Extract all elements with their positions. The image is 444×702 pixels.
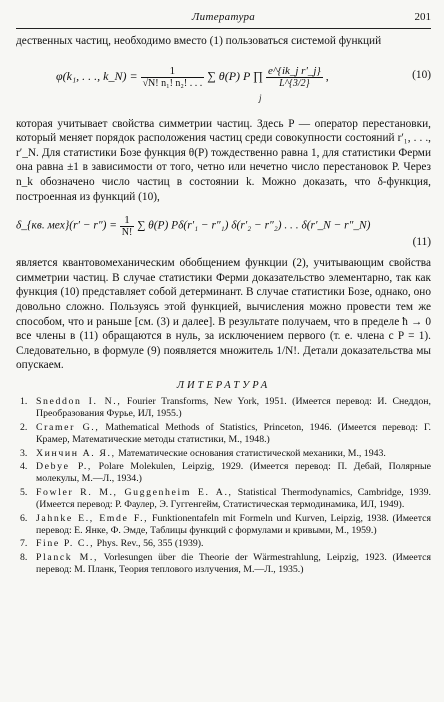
- reference-text: Phys. Rev., 56, 355 (1939).: [94, 538, 204, 550]
- running-header: [16, 10, 431, 29]
- reference-item: 1. Sneddon I. N., Fourier Transforms, New York, 1951. (Имеется перевод: И. Снеддон, Преобразования Фурье, ИЛ, 1955.): [20, 395, 431, 420]
- reference-item: 8. Planck M., Vorlesungen über die Theorie der Wärmestrahlung, Leipzig, 1923. (Имеется перевод: М. Планк, Теория теплового излучения, М.—Л., 1935.): [20, 551, 431, 576]
- references-list: [16, 396, 431, 577]
- page-number: 201: [414, 11, 431, 23]
- eq10-lhs: φ(k₁, . . ., k_N) =: [56, 68, 138, 83]
- eq10-exp-fraction: [266, 65, 323, 89]
- reference-text: Funktionentafeln mit Formeln und Kurven, Leipzig, 1938. (Имеется перевод: Е. Янке, Ф. Эмде, Таблицы функций с формулами и кривыми, М., 1959.): [36, 512, 432, 536]
- reference-text: Mathematical Methods of Statistics, Princeton, 1946. (Имеется перевод: Г. Крамер, Математические методы статистики, М., 1948.): [36, 421, 431, 446]
- reference-author: Jahnke E., Emde F.,: [36, 512, 149, 524]
- paragraph-2: которая учитывает свойства симметрии частиц. Здесь P — оператор перестановки, который меняет порядок расположения частиц среди совокупности состояний r′₁, . . ., r′_N. Для статистики Бозе функция θ(P) тождественно равна 1, для статистики Ферми она равна ±1 в зависимости от того, четно или нечетно число перестановок P. Через n_k обозначено число частиц в состоянии k. Можно доказать, что δ-функция, построенная из функций (10),: [16, 117, 431, 203]
- eq10-exp-bottom: L^{3/2}: [279, 77, 310, 89]
- reference-text: Polare Molekulen, Leipzig, 1929. (Имеется перевод: П. Дебай, Полярные молекулы, М.—Л., 1934.): [36, 460, 431, 485]
- reference-author: Cramer G.,: [36, 421, 100, 433]
- reference-author: Fine P. C.,: [36, 538, 95, 550]
- paragraph-3: является квантовомеханическим обобщением функции (2), учитывающим свойства симметрии частиц. В случае статистики Ферми доказательство элементарно, так как функция (10) представляет собой детерминант. В случае статистики Бозе, однако, оно довольно сложно. Пользуясь этой функцией, вычисления можно провести тем же способом, что и раньше [см. (3) и далее]. В результате получаем, что в пределе ħ → 0 все члены в (11) обращаются в нуль, за исключением первого (т. е. члена с P = 1). Следовательно, в формуле (9) появляется множитель 1/N!. Детали доказательства мы опускаем.: [16, 257, 431, 372]
- reference-author: Fowler R. M., Guggenheim E. A.,: [36, 486, 233, 498]
- eq10-numerator: 1: [141, 65, 205, 78]
- reference-text: Fourier Transforms, New York, 1951. (Имеется перевод: И. Снеддон, Преобразования Фурье, ИЛ, 1955.): [36, 395, 431, 420]
- equation-11: [16, 210, 431, 250]
- reference-author: Planck M.,: [36, 551, 99, 563]
- reference-author: Debye P.,: [36, 460, 92, 472]
- eq11-frac-top: 1: [120, 214, 135, 227]
- eq11-lhs: δ_{кв. мех}(r′ − r″) =: [16, 219, 117, 232]
- eq11-fraction: [120, 214, 135, 238]
- reference-item: 2. Cramer G., Mathematical Methods of Statistics, Princeton, 1946. (Имеется перевод: Г. Крамер, Математические методы статистики, М., 1948.): [20, 421, 431, 446]
- running-title: Литература: [191, 11, 256, 23]
- eq10-exp-top: e^{ik_j r'_j}: [268, 64, 321, 77]
- references-title: ЛИТЕРАТУРА: [176, 379, 271, 391]
- eq11-number: (11): [412, 236, 431, 249]
- reference-item: 3. Хинчин А. Я., Математические основания статистической механики, М., 1943.: [20, 447, 386, 459]
- reference-text: Statistical Thermodynamics, Cambridge, 1939. (Имеется перевод: Р. Фаулер, Э. Гуггенгейм, Статистическая термодинамика, ИЛ, 1949).: [36, 486, 431, 511]
- reference-author: Хинчин А. Я.,: [36, 447, 116, 459]
- eq10-number: (10): [412, 68, 431, 81]
- reference-item: 7. Fine P. C., Phys. Rev., 56, 355 (1939).: [20, 538, 204, 550]
- eq10-fraction: [141, 65, 205, 89]
- eq10-product-index: j: [259, 92, 262, 103]
- eq10-comma: ,: [325, 68, 329, 83]
- reference-item: 4. Debye P., Polare Molekulen, Leipzig, 1929. (Имеется перевод: П. Дебай, Полярные молекулы, М.—Л., 1934.): [20, 460, 431, 485]
- eq11-rhs: ∑ θ(P) Pδ(r′₁ − r″₁) δ(r′₂ − r″₂) . . . δ(r′_N − r″_N): [137, 219, 371, 232]
- eq11-frac-bottom: N!: [121, 227, 133, 239]
- reference-author: Sneddon I. N.,: [36, 395, 122, 407]
- paragraph-1: дественных частиц, необходимо вместо (1) пользоваться системой функций: [16, 35, 382, 47]
- reference-item: 5. Fowler R. M., Guggenheim E. A., Statistical Thermodynamics, Cambridge, 1939. (Имеется перевод: Р. Фаулер, Э. Гуггенгейм, Статистическая термодинамика, ИЛ, 1949).: [20, 486, 431, 511]
- reference-text: Vorlesungen über die Theorie der Wärmestrahlung, Leipzig, 1923. (Имеется перевод: М. Планк, Теория теплового излучения, М.—Л., 1935.): [36, 551, 431, 576]
- eq10-denominator: √N! n₁! n₂! . . .: [142, 77, 203, 89]
- reference-item: 6. Jahnke E., Emde F., Funktionentafeln mit Formeln und Kurven, Leipzig, 1938. (Имеется перевод: Е. Янке, Ф. Эмде, Таблицы функций с формулами и кривыми, М., 1959.): [20, 512, 432, 536]
- eq10-sum: ∑ θ(P) P ∏: [207, 68, 264, 83]
- reference-text: Математические основания статистической механики, М., 1943.: [115, 447, 386, 459]
- equation-10: [16, 55, 431, 111]
